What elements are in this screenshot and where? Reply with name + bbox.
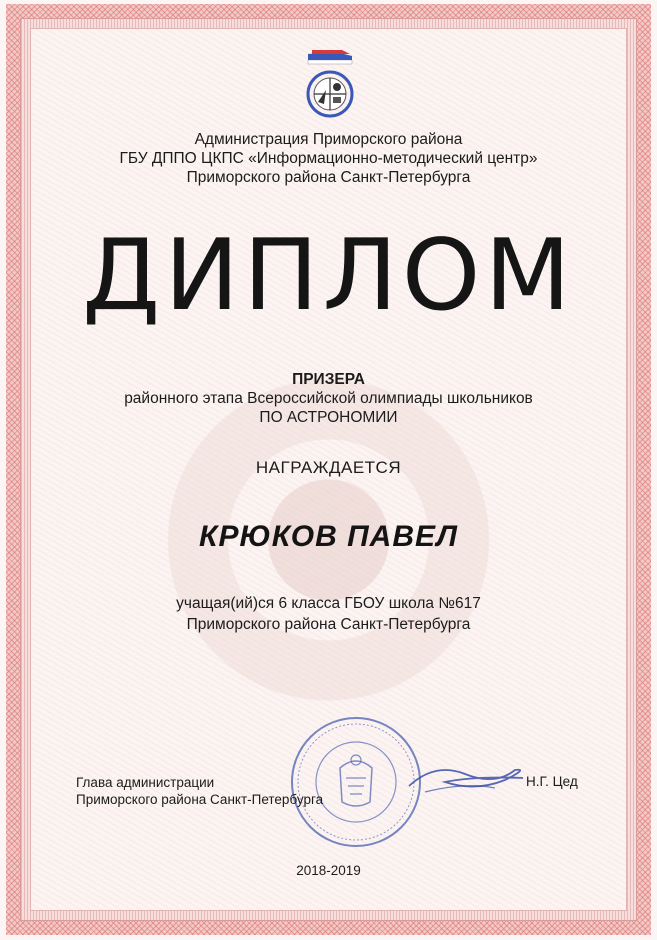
award-event: районного этапа Всероссийской олимпиады школьников (124, 390, 533, 407)
student-line: Приморского района Санкт-Петербурга (186, 616, 471, 633)
academic-year: 2018-2019 (296, 863, 361, 878)
student-line: учащая(ий)ся 6 класса ГБОУ школа №617 (176, 595, 481, 612)
student-info (40, 593, 617, 635)
issuer-block (40, 130, 617, 187)
award-level: ПРИЗЕРА (292, 371, 365, 388)
signature-icon (405, 752, 535, 802)
diploma-title: ДИПЛОМ (82, 219, 575, 333)
signatory-position (76, 774, 323, 808)
recipient-name: КРЮКОВ ПАВЕЛ (199, 520, 458, 553)
award-subject: ПО АСТРОНОМИИ (259, 409, 398, 426)
signatory-position-line: Глава администрации (76, 775, 215, 790)
awarded-label: НАГРАЖДАЕТСЯ (255, 458, 402, 477)
signatory-name: Н.Г. Цед (526, 774, 578, 789)
issuer-line: Администрация Приморского района (194, 131, 463, 148)
olympiad-logo-icon (290, 50, 370, 126)
award-block (40, 370, 617, 427)
issuer-line: ГБУ ДППО ЦКПС «Информационно-методический центр» (119, 150, 538, 167)
signatory-position-line: Приморского района Санкт-Петербурга (76, 792, 324, 807)
issuer-line: Приморского района Санкт-Петербурга (186, 169, 471, 186)
